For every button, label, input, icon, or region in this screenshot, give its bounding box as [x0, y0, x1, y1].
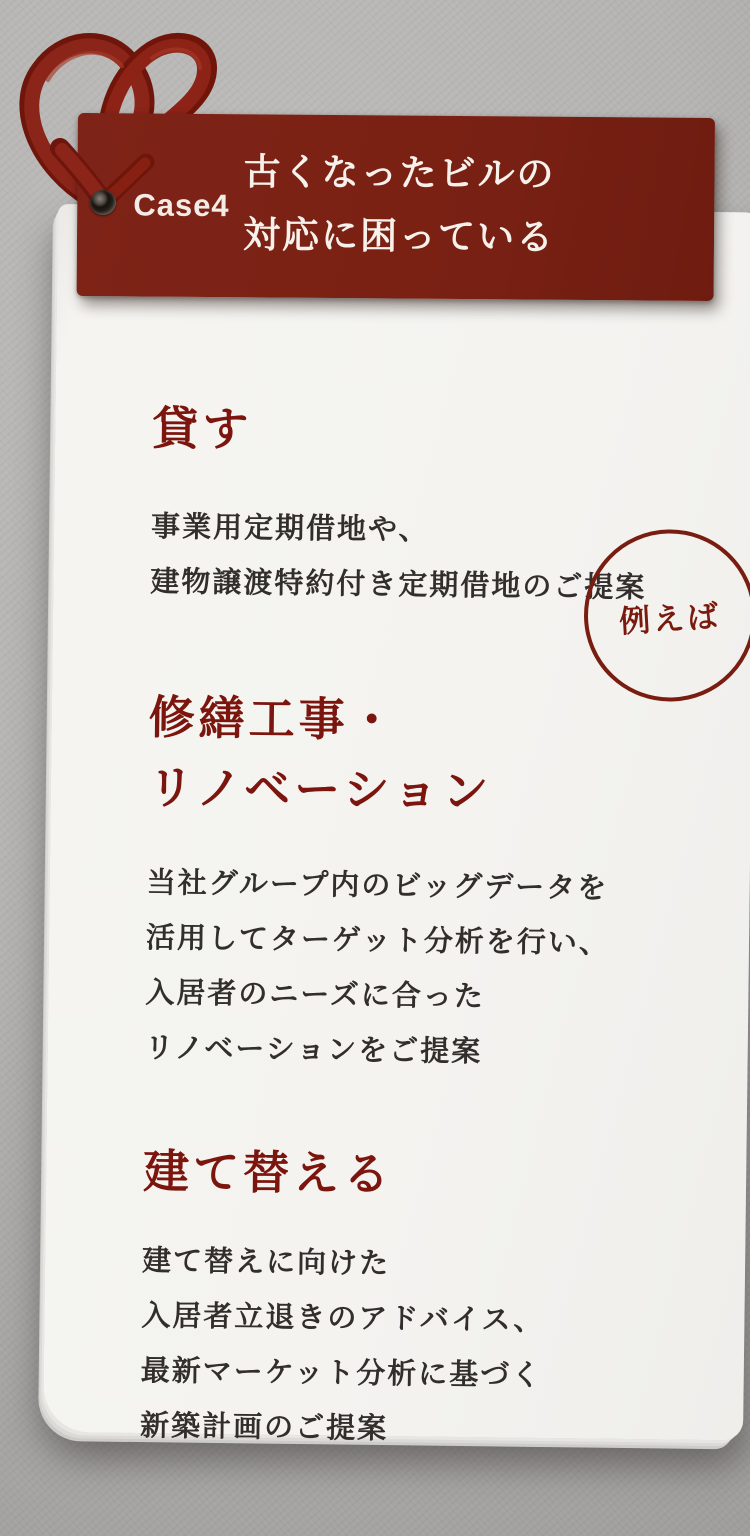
- section-rebuild-heading: [143, 1136, 719, 1213]
- case-tag-title: [243, 140, 556, 268]
- heading-line: 修繕工事・: [148, 691, 400, 747]
- eyelet-icon: [90, 190, 116, 215]
- body-line: 入居者のニーズに合った: [145, 977, 486, 1014]
- body-line: 建物譲渡特約付き定期借地のご提案: [150, 566, 647, 605]
- card-content: [140, 205, 730, 1461]
- section-rebuild-body: [140, 1234, 718, 1461]
- section-rebuild: [140, 1076, 720, 1461]
- tag-title-line: 対応に困っている: [242, 214, 556, 258]
- section-renovation-heading: [147, 682, 724, 829]
- notepad-card: [43, 204, 750, 1446]
- heading-line: リノベーション: [147, 761, 493, 818]
- body-line: 事業用定期借地や、: [150, 511, 430, 547]
- section-lend-heading: [152, 393, 728, 470]
- body-line: 当社グループ内のビッグデータを: [146, 867, 609, 905]
- body-line: リノベーションをご提案: [144, 1032, 483, 1069]
- body-line: 新築計画のご提案: [139, 1410, 389, 1446]
- ribbon-knot-icon: [0, 0, 250, 250]
- heading-line: 建て替える: [142, 1145, 394, 1201]
- body-line: 活用してターゲット分析を行い、: [145, 922, 611, 960]
- example-stamp-label: 例えば: [618, 598, 723, 639]
- tag-title-line: 古くなったビルの: [243, 151, 556, 195]
- case-number-label: Case4: [133, 187, 230, 224]
- body-line: 最新マーケット分析に基づく: [140, 1355, 543, 1393]
- heading-line: 貸す: [151, 402, 253, 456]
- body-line: 入居者立退きのアドバイス、: [141, 1300, 545, 1338]
- body-line: 建て替えに向けた: [141, 1245, 391, 1281]
- section-renovation-body: [144, 856, 722, 1083]
